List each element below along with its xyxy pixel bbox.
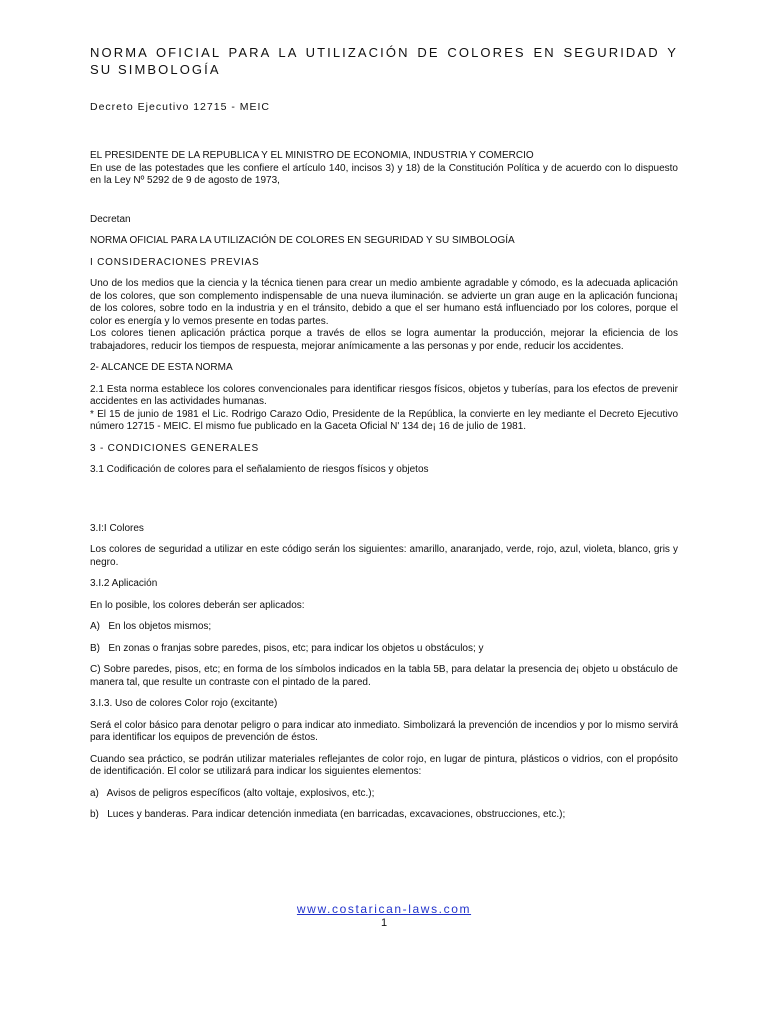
section1-paragraph-1: Uno de los medios que la ciencia y la técnica tienen para crear un medio ambiente agradable y cómodo, es la adecuada aplicación de los colores, que son complemento indispensable de una nueva iluminación. se advierte un gran auge en la aplicación funciona¡ de los colores, sobre todo en la industria y en el tránsito, debido a que el ser humano está influenciado por los colores, porque el color es energía y lo vemos presente en todas partes. — [90, 278, 678, 327]
section3-1-2-heading: 3.I.2 Aplicación — [90, 578, 158, 589]
list-item-a: A) En los objetos mismos; — [90, 621, 212, 632]
list-item-lower-a: a) Avisos de peligros específicos (alto voltaje, explosivos, etc.); — [90, 787, 375, 799]
document-title: NORMA OFICIAL PARA LA UTILIZACIÓN DE COLORES EN SEGURIDAD Y SU SIMBOLOGÍA — [90, 45, 678, 77]
authority-line: EL PRESIDENTE DE LA REPUBLICA Y EL MINISTRO DE ECONOMIA, INDUSTRIA Y COMERCIO — [90, 150, 534, 161]
section1-heading: I CONSIDERACIONES PREVIAS — [90, 256, 260, 268]
section3-1-3-paragraph-2: Cuando sea práctico, se podrán utilizar materiales reflejantes de color rojo, en lugar de pintura, plásticos o vidrios, con el propósito de identificación. El color se utilizará para indicar los siguientes elementos: — [90, 753, 678, 777]
document-subtitle: NORMA OFICIAL PARA LA UTILIZACIÓN DE COLORES EN SEGURIDAD Y SU SIMBOLOGÍA — [90, 235, 515, 246]
page-number: 1 — [380, 917, 388, 929]
list-item-lower-b: b) Luces y banderas. Para indicar detención inmediata (en barricadas, excavaciones, obstrucciones, etc.); — [90, 809, 566, 820]
authority-text: En use de las potestades que les confiere el artículo 140, incisos 3) y 18) de la Constitución Política y de acuerdo con lo dispuesto en la Ley Nº 5292 de 9 de agosto de 1973, — [90, 162, 678, 186]
section3-1-3-paragraph-1: Será el color básico para denotar peligro o para indicar ato inmediato. Simbolizará la prevención de incendios y por lo mismo servirá para identificar los equipos de prevención de éstos. — [90, 719, 678, 743]
website-link[interactable]: www.costarican-laws.com — [296, 902, 472, 916]
document-page — [90, 40, 678, 822]
list-item-b: B) En zonas o franjas sobre paredes, pisos, etc; para indicar los objetos u obstáculos; y — [90, 642, 484, 654]
section3-1-3-heading: 3.I.3. Uso de colores Color rojo (excitante) — [90, 698, 278, 709]
section3-1-1-heading: 3.I:I Colores — [90, 522, 144, 534]
decretan-label: Decretan — [90, 213, 131, 225]
section3-heading: 3 - CONDICIONES GENERALES — [90, 442, 259, 454]
section3-1-heading: 3.1 Codificación de colores para el señalamiento de riesgos físicos y objetos — [90, 464, 429, 475]
section3-1-2-intro: En lo posible, los colores deberán ser aplicados: — [90, 599, 305, 611]
section2-paragraph: 2.1 Esta norma establece los colores convencionales para identificar riesgos físicos, objetos y tuberías, para los efectos de prevenir accidentes en las actividades humanas. — [90, 383, 678, 407]
section3-1-1-text: Los colores de seguridad a utilizar en este código serán los siguientes: amarillo, anaranjado, verde, rojo, azul, violeta, blanco, gris y negro. — [90, 544, 678, 568]
list-item-c: C) Sobre paredes, pisos, etc; en forma de los símbolos indicados en la tabla 5B, para delatar la presencia de¡ objeto u obstáculo de manera tal, que resulte un contraste con el pintado de la pared. — [90, 664, 678, 688]
decree-line: Decreto Ejecutivo 12715 - MEIC — [90, 101, 270, 113]
section1-paragraph-2: Los colores tienen aplicación práctica porque a través de ellos se logra aumentar la producción, mejorar la eficiencia de los trabajadores, reducir los tiempos de respuesta, mejorar anímicamente a las personas y por ende, reducir los accidentes. — [90, 328, 678, 352]
section2-heading: 2- ALCANCE DE ESTA NORMA — [90, 362, 233, 373]
section2-footnote: * El 15 de junio de 1981 el Lic. Rodrigo Carazo Odio, Presidente de la República, la convierte en ley mediante el Decreto Ejecutivo número 12715 - MEIC. El mismo fue publicado en la Gaceta Oficial N' 134 de¡ 16 de julio de 1981. — [90, 408, 678, 432]
